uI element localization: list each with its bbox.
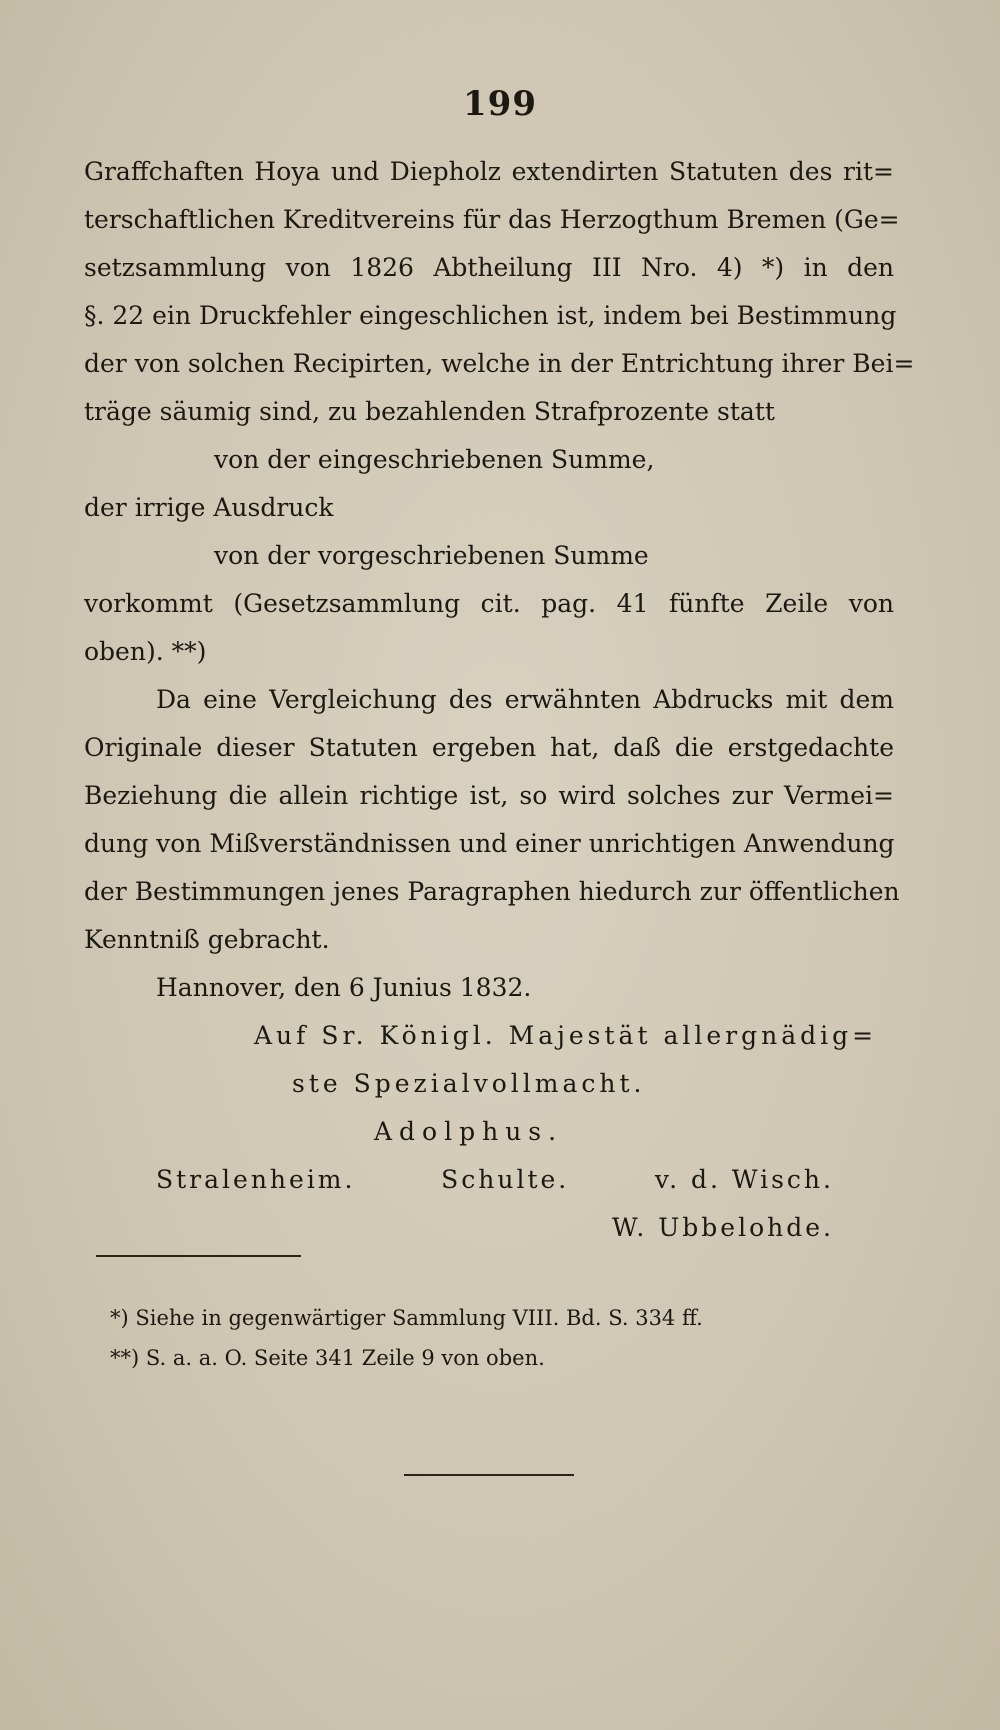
paragraph-line: dung von Mißverständnissen und einer unrichtigen Anwendung: [84, 829, 895, 858]
minister-name: Stralenheim.: [156, 1165, 356, 1194]
paragraph-line: Beziehung die allein richtige ist, so wird solches zur Vermei=: [84, 781, 894, 810]
body-line: setzsammlung von 1826 Abtheilung III Nro. 4) *) in den: [84, 253, 894, 282]
paragraph-line: der Bestimmungen jenes Paragraphen hiedurch zur öffentlichen: [84, 877, 900, 906]
minister-name: v. d. Wisch.: [654, 1165, 834, 1194]
footnotes: [110, 1298, 900, 1378]
footnote: *) Siehe in gegenwärtiger Sammlung VIII. Bd. S. 334 ff.: [110, 1306, 703, 1330]
place-date: Hannover, den 6 Junius 1832.: [156, 973, 532, 1002]
signature-last: W. Ubbelohde.: [612, 1213, 834, 1242]
minister-name: Schulte.: [441, 1165, 570, 1194]
body-text: [84, 148, 915, 1252]
footnote-divider: [96, 1255, 301, 1257]
body-line: der irrige Ausdruck: [84, 493, 334, 522]
end-divider: [404, 1474, 574, 1476]
body-line: oben). **): [84, 637, 207, 666]
body-line: der von solchen Recipirten, welche in der Entrichtung ihrer Bei=: [84, 349, 915, 378]
paragraph-line: Da eine Vergleichung des erwähnten Abdrucks mit dem: [156, 685, 894, 714]
body-line: träge säumig sind, zu bezahlenden Strafprozente statt: [84, 397, 775, 426]
signature-ministers: [84, 1156, 894, 1204]
body-line: §. 22 ein Druckfehler eingeschlichen ist, indem bei Bestimmung: [84, 301, 897, 330]
paragraph-line: Originale dieser Statuten ergeben hat, daß die erstgedachte: [84, 733, 894, 762]
quoted-phrase-wrong: von der vorgeschriebenen Summe: [214, 541, 649, 570]
signature-name: Adolphus.: [374, 1117, 564, 1146]
body-line: vorkommt (Gesetzsammlung cit. pag. 41 fünfte Zeile von: [84, 589, 894, 618]
signature-authority: ste Spezialvollmacht.: [292, 1069, 646, 1098]
signature-authority: Auf Sr. Königl. Majestät allergnädig=: [254, 1021, 878, 1050]
body-line: Graffchaften Hoya und Diepholz extendirten Statuten des rit=: [84, 157, 894, 186]
body-line: terschaftlichen Kreditvereins für das Herzogthum Bremen (Ge=: [84, 205, 900, 234]
paragraph-line: Kenntniß gebracht.: [84, 925, 330, 954]
footnote: **) S. a. a. O. Seite 341 Zeile 9 von oben.: [110, 1346, 545, 1370]
page-number: 199: [463, 84, 537, 124]
quoted-phrase-correct: von der eingeschriebenen Summe,: [214, 445, 655, 474]
